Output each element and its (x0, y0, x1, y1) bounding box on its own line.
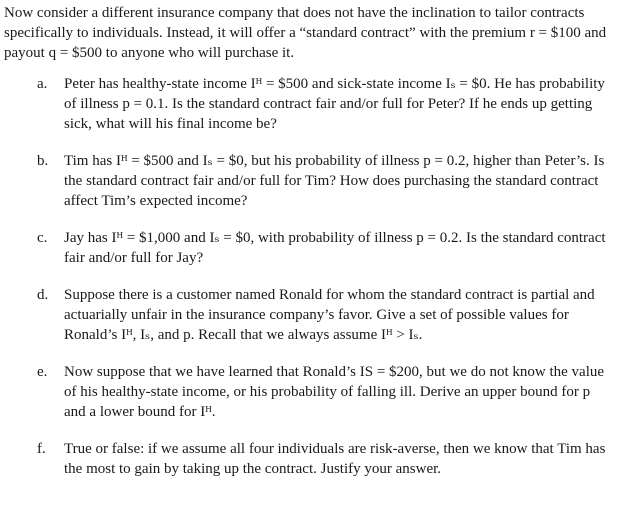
list-item-e (4, 362, 610, 422)
list-item-a (4, 74, 610, 134)
item-text: Tim has Iᴴ = $500 and Iₛ = $0, but his probability of illness p = 0.2, higher than Peter’s. Is the standard contract fair and/or full for Tim? How does purchasing the standard contract affect Tim’s expected income? (64, 153, 605, 209)
list-item-c (4, 228, 610, 268)
item-marker: e. (37, 364, 48, 380)
list-item-f (4, 439, 610, 479)
item-text: Peter has healthy-state income Iᴴ = $500 and sick-state income Iₛ = $0. He has probability of illness p = 0.1. Is the standard contract fair and/or full for Peter? If he ends up getting sick, what will his final income be? (64, 76, 605, 132)
item-text: Now suppose that we have learned that Ronald’s IS = $200, but we do not know the value of his healthy-state income, or his probability of falling ill. Derive an upper bound for p and a lower bound for Iᴴ. (64, 364, 605, 420)
list-item-b (4, 151, 610, 211)
item-text: Suppose there is a customer named Ronald for whom the standard contract is partial and actuarially unfair in the insurance company’s favor. Give a set of possible values for Ronald’s Iᴴ, Iₛ, and p. Recall that we always assume Iᴴ > Iₛ. (64, 287, 595, 343)
item-marker: c. (37, 230, 48, 246)
document (4, 0, 610, 496)
item-text: Jay has Iᴴ = $1,000 and Iₛ = $0, with probability of illness p = 0.2. Is the standard contract fair and/or full for Jay? (64, 230, 606, 266)
item-marker: a. (37, 76, 48, 92)
item-marker: b. (37, 153, 49, 169)
intro-paragraph: Now consider a different insurance company that does not have the inclination to tailor contracts specifically to individuals. Instead, it will offer a “standard contract” with the premium r = $100 and payout q = $500 to anyone who will purchase it. (4, 5, 607, 61)
item-marker: d. (37, 287, 49, 303)
item-marker: f. (37, 441, 46, 457)
item-text: True or false: if we assume all four individuals are risk-averse, then we know that Tim has the most to gain by taking up the contract. Justify your answer. (64, 441, 606, 477)
list-item-d (4, 285, 610, 345)
